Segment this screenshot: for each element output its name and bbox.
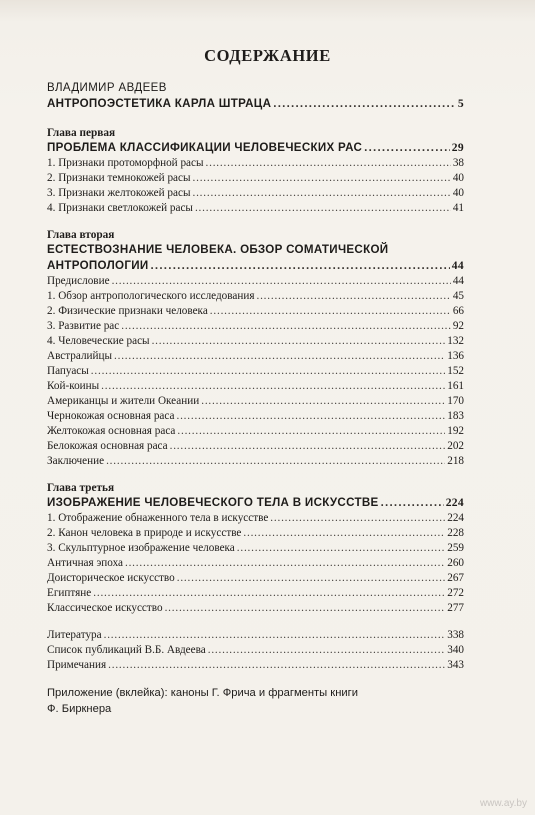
toc-entry: [47, 364, 464, 379]
entry-title: Список публикаций В.Б. Авдеева: [47, 644, 206, 656]
entry-page: 38: [452, 157, 464, 169]
toc-entry: [47, 394, 464, 409]
entry-page: 224: [447, 512, 464, 524]
dot-leader: [106, 454, 445, 469]
dot-leader: [177, 571, 445, 586]
appendix-line: Приложение (вклейка): каноны Г. Фрича и фрагменты книги: [47, 687, 358, 699]
entry-page: 40: [452, 172, 464, 184]
entry-title: Литература: [47, 629, 102, 641]
appendix-line: Ф. Биркнера: [47, 703, 112, 715]
dot-leader: [237, 541, 445, 556]
entry-title: 3. Признаки желтокожей расы: [47, 187, 191, 199]
dot-leader: [177, 424, 445, 439]
entry-title: АНТРОПОЛОГИИ: [47, 259, 149, 272]
entry-page: 132: [447, 335, 464, 347]
entry-title: 4. Человеческие расы: [47, 335, 150, 347]
dot-leader: [165, 601, 446, 616]
entry-title: Австралийцы: [47, 350, 113, 362]
entry-page: 66: [452, 305, 464, 317]
entry-title: Белокожая основная раса: [47, 440, 168, 452]
chapter1-items: [47, 156, 464, 216]
chapter3-items: [47, 511, 464, 616]
entry-page: 272: [447, 587, 464, 599]
entry-page: 202: [447, 440, 464, 452]
entry-page: 29: [451, 141, 464, 154]
entry-page: 338: [447, 629, 464, 641]
dot-leader: [108, 658, 445, 673]
chapter-title-line1: ЕСТЕСТВОЗНАНИЕ ЧЕЛОВЕКА. ОБЗОР СОМАТИЧЕСКОЙ: [47, 243, 389, 256]
dot-leader: [125, 556, 445, 571]
toc-entry: [47, 601, 464, 616]
entry-title: Предисловие: [47, 275, 110, 287]
toc-entry: [47, 186, 464, 201]
toc-entry: [47, 571, 464, 586]
toc-entry: [47, 556, 464, 571]
dot-leader: [208, 643, 446, 658]
entry-page: 277: [447, 602, 464, 614]
entry-page: 161: [447, 380, 464, 392]
toc-entry: [47, 379, 464, 394]
toc-entry: [47, 201, 464, 216]
entry-title: Доисторическое искусство: [47, 572, 175, 584]
toc-entry: [47, 628, 464, 643]
entry-page: 44: [452, 275, 464, 287]
dot-leader: [193, 171, 451, 186]
dot-leader: [192, 186, 450, 201]
dot-leader: [112, 274, 451, 289]
dot-leader: [104, 628, 446, 643]
chapter-label: Глава вторая: [47, 229, 115, 241]
toc-entry: [47, 526, 464, 541]
entry-page: 260: [447, 557, 464, 569]
entry-page: 170: [447, 395, 464, 407]
chapter-title: [47, 258, 464, 274]
entry-page: 267: [447, 572, 464, 584]
entry-page: 45: [452, 290, 464, 302]
entry-title: 1. Обзор антропологического исследования: [47, 290, 255, 302]
entry-page: 183: [447, 410, 464, 422]
entry-page: 340: [447, 644, 464, 656]
dot-leader: [243, 526, 445, 541]
entry-title: Античная эпоха: [47, 557, 123, 569]
entry-title: АНТРОПОЭСТЕТИКА КАРЛА ШТРАЦА: [47, 97, 272, 110]
toc-entry-intro: [47, 96, 464, 112]
entry-page: 92: [452, 320, 464, 332]
toc-entry: [47, 156, 464, 171]
toc-entry: [47, 304, 464, 319]
appendix-note: [47, 685, 464, 717]
entry-title: 1. Отображение обнаженного тела в искусстве: [47, 512, 269, 524]
entry-page: 5: [457, 97, 464, 110]
toc-entry: [47, 643, 464, 658]
toc-entry: [47, 171, 464, 186]
chapter-label: Глава первая: [47, 127, 116, 139]
entry-title: Чернокожая основная раса: [47, 410, 175, 422]
chapter-label: Глава третья: [47, 482, 115, 494]
entry-page: 343: [447, 659, 464, 671]
page-title: СОДЕРЖАНИЕ: [204, 46, 331, 65]
dot-leader: [170, 439, 446, 454]
entry-page: 136: [447, 350, 464, 362]
table-of-contents: [47, 80, 464, 717]
entry-title: Примечания: [47, 659, 107, 671]
entry-title: Американцы и жители Океании: [47, 395, 200, 407]
chapter-title: [47, 495, 464, 511]
chapter-title: [47, 140, 464, 156]
toc-entry: [47, 349, 464, 364]
entry-title: 2. Физические признаки человека: [47, 305, 208, 317]
entry-page: 224: [445, 496, 464, 509]
entry-title: ПРОБЛЕМА КЛАССИФИКАЦИИ ЧЕЛОВЕЧЕСКИХ РАС: [47, 141, 363, 154]
toc-entry: [47, 658, 464, 673]
toc-entry: [47, 454, 464, 469]
entry-title: 3. Развитие рас: [47, 320, 120, 332]
entry-title: 3. Скульптурное изображение человека: [47, 542, 235, 554]
author-name: ВЛАДИМИР АВДЕЕВ: [47, 82, 167, 94]
section-gap: [47, 616, 464, 628]
toc-entry: [47, 289, 464, 304]
entry-page: 41: [452, 202, 464, 214]
entry-title: Папуасы: [47, 365, 89, 377]
dot-leader: [206, 156, 451, 171]
entry-page: 228: [447, 527, 464, 539]
entry-title: Египтяне: [47, 587, 92, 599]
entry-page: 218: [447, 455, 464, 467]
entry-title: Кой-коины: [47, 380, 100, 392]
entry-page: 152: [447, 365, 464, 377]
toc-entry: [47, 586, 464, 601]
back-matter: [47, 628, 464, 673]
dot-leader: [152, 334, 446, 349]
entry-title: 1. Признаки протоморфной расы: [47, 157, 204, 169]
toc-entry: [47, 409, 464, 424]
entry-page: 192: [447, 425, 464, 437]
toc-entry: [47, 424, 464, 439]
dot-leader: [273, 96, 456, 112]
dot-leader: [201, 394, 445, 409]
watermark: www.ay.by: [479, 798, 527, 809]
dot-leader: [381, 495, 444, 511]
dot-leader: [93, 586, 445, 601]
dot-leader: [114, 349, 445, 364]
dot-leader: [91, 364, 445, 379]
dot-leader: [176, 409, 445, 424]
dot-leader: [150, 258, 449, 274]
dot-leader: [270, 511, 445, 526]
toc-entry: [47, 511, 464, 526]
entry-title: 4. Признаки светлокожей расы: [47, 202, 193, 214]
dot-leader: [121, 319, 451, 334]
entry-title: 2. Канон человека в природе и искусстве: [47, 527, 242, 539]
dot-leader: [210, 304, 451, 319]
dot-leader: [101, 379, 445, 394]
entry-title: Заключение: [47, 455, 105, 467]
entry-title: 2. Признаки темнокожей расы: [47, 172, 191, 184]
entry-page: 40: [452, 187, 464, 199]
entry-title: Желтокожая основная раса: [47, 425, 176, 437]
entry-title: Классическое искусство: [47, 602, 163, 614]
toc-entry: [47, 541, 464, 556]
dot-leader: [195, 201, 451, 216]
chapter2-items: [47, 274, 464, 469]
toc-entry: [47, 439, 464, 454]
toc-entry: [47, 319, 464, 334]
toc-entry: [47, 334, 464, 349]
entry-page: 44: [451, 259, 464, 272]
dot-leader: [256, 289, 450, 304]
dot-leader: [364, 140, 450, 156]
toc-entry: [47, 274, 464, 289]
entry-title: ИЗОБРАЖЕНИЕ ЧЕЛОВЕЧЕСКОГО ТЕЛА В ИСКУССТВЕ: [47, 496, 379, 509]
entry-page: 259: [447, 542, 464, 554]
